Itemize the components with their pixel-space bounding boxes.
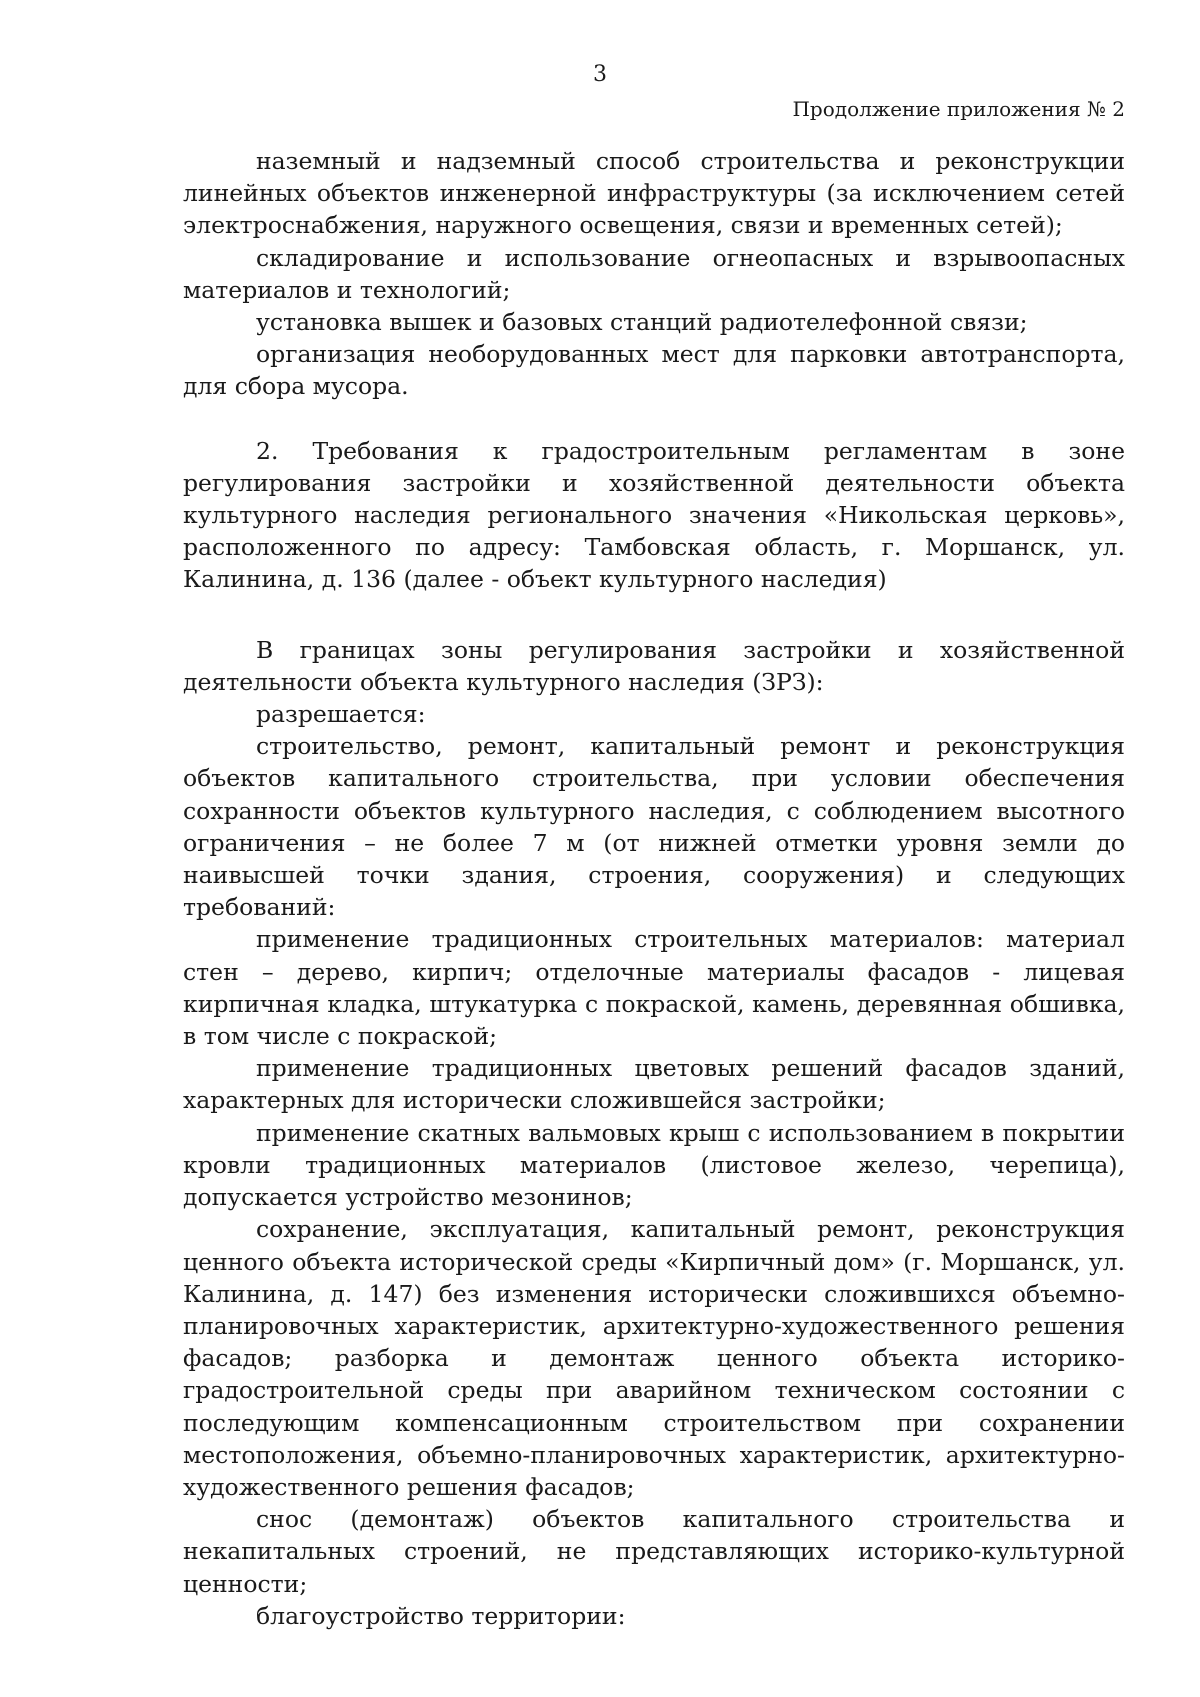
paragraph-demolition: снос (демонтаж) объектов капитального строительства и некапитальных строений, не представляющих историко-культурной ценности; — [183, 1505, 1125, 1598]
paragraph-traditional-colors: применение традиционных цветовых решений фасадов зданий, характерных для исторически сложившейся застройки; — [183, 1054, 1125, 1115]
paragraph-overground-construction: наземный и надземный способ строительства и реконструкции линейных объектов инженерной инфраструктуры (за исключением сетей электроснабжения, наружного освещения, связи и временных сетей); — [183, 147, 1125, 240]
paragraph-brick-house-preservation: сохранение, эксплуатация, капитальный ремонт, реконструкция ценного объекта исторической среды «Кирпичный дом» (г. Моршанск, ул. Калинина, д. 147) без изменения исторически сложившихся объемно-планировочных характеристик, архитектурно-художественного решения фасадов; разборка и демонтаж ценного объекта историко-градостроительной среды при аварийном техническом состоянии с последующим компенсационным строительством при сохранении местоположения, объемно-планировочных характеристик, архитектурно-художественного решения фасадов; — [183, 1215, 1125, 1501]
paragraph-construction-height-limit: строительство, ремонт, капитальный ремонт и реконструкция объектов капитального строительства, при условии обеспечения сохранности объектов культурного наследия, с соблюдением высотного ограничения – не более 7 м (от нижней отметки уровня земли до наивысшей точки здания, строения, сооружения) и следующих требований: — [183, 732, 1125, 922]
paragraph-hip-roofs: применение скатных вальмовых крыш с использованием в покрытии кровли традиционных материалов (листовое железо, черепица), допускается устройство мезонинов; — [183, 1118, 1125, 1212]
appendix-continuation-label: Продолжение приложения № 2 — [792, 97, 1125, 121]
document-body — [183, 145, 1125, 1632]
section-heading-zone-requirements: 2. Требования к градостроительным регламентам в зоне регулирования застройки и хозяйственной деятельности объекта культурного наследия регионального значения «Никольская церковь», расположенного по адресу: Тамбовская область, г. Моршанск, ул. Калинина, д. 136 (далее - объект культурного наследия) — [183, 436, 1125, 594]
paragraph-permitted: разрешается: — [256, 700, 426, 729]
paragraph-radio-towers: установка вышек и базовых станций радиотелефонной связи; — [256, 308, 1028, 337]
paragraph-zone-boundaries: В границах зоны регулирования застройки и хозяйственной деятельности объекта культурного наследия (ЗРЗ): — [183, 635, 1125, 696]
paragraph-landscaping: благоустройство территории: — [256, 1601, 626, 1630]
paragraph-parking-waste: организация необорудованных мест для парковки автотранспорта, для сбора мусора. — [183, 340, 1125, 401]
paragraph-hazardous-storage: складирование и использование огнеопасных и взрывоопасных материалов и технологий; — [183, 243, 1125, 304]
page-number: 3 — [593, 62, 607, 87]
paragraph-traditional-materials: применение традиционных строительных материалов: материал стен – дерево, кирпич; отделочные материалы фасадов - лицевая кирпичная кладка, штукатурка с покраской, камень, деревянная обшивка, в том числе с покраской; — [183, 925, 1125, 1051]
